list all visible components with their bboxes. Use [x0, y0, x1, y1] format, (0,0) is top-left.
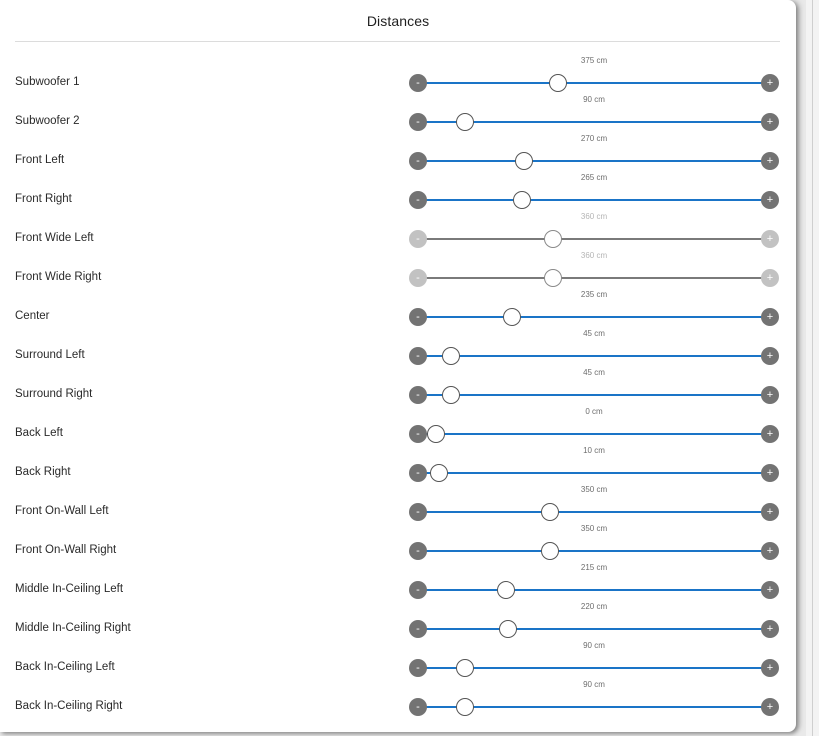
slider-thumb[interactable] — [515, 152, 533, 170]
increase-button[interactable]: + — [761, 113, 779, 131]
decrease-button[interactable]: - — [409, 542, 427, 560]
distance-value: 220 cm — [580, 602, 608, 611]
increase-button[interactable]: + — [761, 620, 779, 638]
slider-thumb[interactable] — [497, 581, 515, 599]
distance-row — [0, 446, 796, 501]
slider-thumb — [544, 269, 562, 287]
slider-thumb[interactable] — [541, 503, 559, 521]
page-title: Distances — [366, 13, 430, 29]
slider-thumb[interactable] — [513, 191, 531, 209]
decrease-button[interactable]: - — [409, 191, 427, 209]
slider-thumb[interactable] — [456, 698, 474, 716]
distance-value: 90 cm — [583, 641, 605, 650]
speaker-label: Middle In-Ceiling Right — [15, 622, 131, 634]
distance-slider[interactable] — [409, 602, 780, 657]
distance-row — [0, 368, 796, 423]
decrease-button[interactable]: - — [409, 503, 427, 521]
slider-thumb[interactable] — [503, 308, 521, 326]
slider-track[interactable] — [418, 199, 770, 201]
distance-slider[interactable] — [409, 563, 780, 618]
distance-row — [0, 134, 796, 189]
distance-value: 265 cm — [580, 173, 608, 182]
distance-value: 45 cm — [583, 368, 605, 377]
slider-thumb[interactable] — [456, 659, 474, 677]
speaker-label: Front On-Wall Right — [15, 544, 117, 556]
distance-slider[interactable] — [409, 173, 780, 228]
distance-value: 90 cm — [583, 680, 605, 689]
distance-row — [0, 485, 796, 540]
decrease-button[interactable]: - — [409, 386, 427, 404]
distance-slider — [409, 212, 780, 267]
distance-slider[interactable] — [409, 134, 780, 189]
slider-thumb[interactable] — [430, 464, 448, 482]
distance-row — [0, 290, 796, 345]
slider-thumb[interactable] — [456, 113, 474, 131]
speaker-label: Front Right — [15, 193, 72, 205]
slider-thumb[interactable] — [499, 620, 517, 638]
slider-thumb — [544, 230, 562, 248]
slider-track[interactable] — [418, 160, 770, 162]
distance-slider[interactable] — [409, 290, 780, 345]
increase-button[interactable]: + — [761, 698, 779, 716]
slider-track[interactable] — [418, 472, 770, 474]
increase-button: + — [761, 269, 779, 287]
increase-button[interactable]: + — [761, 347, 779, 365]
slider-track — [418, 238, 770, 240]
speaker-label: Front Wide Right — [15, 271, 102, 283]
distance-value: 350 cm — [580, 524, 608, 533]
distance-slider[interactable] — [409, 368, 780, 423]
distance-value: 375 cm — [580, 56, 608, 65]
distance-row — [0, 563, 796, 618]
distance-row — [0, 524, 796, 579]
increase-button[interactable]: + — [761, 386, 779, 404]
distance-value: 350 cm — [580, 485, 608, 494]
speaker-label: Center — [15, 310, 50, 322]
distance-row — [0, 251, 796, 306]
slider-thumb[interactable] — [442, 386, 460, 404]
slider-thumb[interactable] — [427, 425, 445, 443]
slider-track[interactable] — [418, 316, 770, 318]
speaker-label: Back In-Ceiling Left — [15, 661, 115, 673]
distance-slider[interactable] — [409, 407, 780, 462]
speaker-label: Front Wide Left — [15, 232, 94, 244]
increase-button[interactable]: + — [761, 74, 779, 92]
decrease-button: - — [409, 230, 427, 248]
slider-track[interactable] — [418, 628, 770, 630]
distance-value: 360 cm — [580, 212, 608, 221]
distance-value: 215 cm — [580, 563, 608, 572]
decrease-button[interactable]: - — [409, 347, 427, 365]
slider-thumb[interactable] — [541, 542, 559, 560]
distance-value: 0 cm — [585, 407, 603, 416]
distance-row — [0, 407, 796, 462]
increase-button[interactable]: + — [761, 542, 779, 560]
speaker-label: Back In-Ceiling Right — [15, 700, 123, 712]
increase-button[interactable]: + — [761, 152, 779, 170]
distance-value: 45 cm — [583, 329, 605, 338]
slider-track[interactable] — [418, 82, 770, 84]
distance-slider[interactable] — [409, 680, 780, 735]
decrease-button[interactable]: - — [409, 425, 427, 443]
distance-row — [0, 212, 796, 267]
increase-button[interactable]: + — [761, 581, 779, 599]
distance-row — [0, 329, 796, 384]
slider-track[interactable] — [418, 433, 770, 435]
speaker-label: Back Right — [15, 466, 71, 478]
distance-slider — [409, 251, 780, 306]
decrease-button[interactable]: - — [409, 659, 427, 677]
slider-track[interactable] — [418, 550, 770, 552]
slider-track[interactable] — [418, 355, 770, 357]
decrease-button[interactable]: - — [409, 152, 427, 170]
slider-track[interactable] — [418, 394, 770, 396]
slider-track[interactable] — [418, 511, 770, 513]
distance-slider[interactable] — [409, 95, 780, 150]
decrease-button[interactable]: - — [409, 113, 427, 131]
slider-track[interactable] — [418, 589, 770, 591]
distance-slider[interactable] — [409, 56, 780, 111]
increase-button: + — [761, 230, 779, 248]
slider-thumb[interactable] — [549, 74, 567, 92]
distance-row — [0, 173, 796, 228]
distance-slider[interactable] — [409, 485, 780, 540]
speaker-label: Back Left — [15, 427, 63, 439]
distance-slider[interactable] — [409, 446, 780, 501]
speaker-label: Front On-Wall Left — [15, 505, 109, 517]
decrease-button[interactable]: - — [409, 308, 427, 326]
speaker-label: Surround Left — [15, 349, 85, 361]
increase-button[interactable]: + — [761, 503, 779, 521]
distance-value: 270 cm — [580, 134, 608, 143]
distance-row — [0, 602, 796, 657]
distance-value: 90 cm — [583, 95, 605, 104]
slider-thumb[interactable] — [442, 347, 460, 365]
distance-row — [0, 641, 796, 696]
title-divider — [15, 41, 780, 42]
decrease-button[interactable]: - — [409, 620, 427, 638]
distance-slider[interactable] — [409, 524, 780, 579]
speaker-label: Subwoofer 2 — [15, 115, 80, 127]
decrease-button[interactable]: - — [409, 74, 427, 92]
distance-row — [0, 680, 796, 735]
distance-value: 360 cm — [580, 251, 608, 260]
distance-row — [0, 95, 796, 150]
increase-button[interactable]: + — [761, 308, 779, 326]
speaker-label: Surround Right — [15, 388, 93, 400]
distance-slider[interactable] — [409, 329, 780, 384]
increase-button[interactable]: + — [761, 191, 779, 209]
speaker-label: Front Left — [15, 154, 65, 166]
increase-button[interactable]: + — [761, 464, 779, 482]
decrease-button[interactable]: - — [409, 464, 427, 482]
distance-value: 235 cm — [580, 290, 608, 299]
speaker-label: Subwoofer 1 — [15, 76, 80, 88]
increase-button[interactable]: + — [761, 659, 779, 677]
right-gutter-divider — [812, 0, 813, 736]
distance-value: 10 cm — [583, 446, 605, 455]
distance-slider[interactable] — [409, 641, 780, 696]
slider-track — [418, 277, 770, 279]
decrease-button[interactable]: - — [409, 581, 427, 599]
speaker-label: Middle In-Ceiling Left — [15, 583, 124, 595]
decrease-button[interactable]: - — [409, 698, 427, 716]
increase-button[interactable]: + — [761, 425, 779, 443]
decrease-button: - — [409, 269, 427, 287]
distance-row — [0, 56, 796, 111]
